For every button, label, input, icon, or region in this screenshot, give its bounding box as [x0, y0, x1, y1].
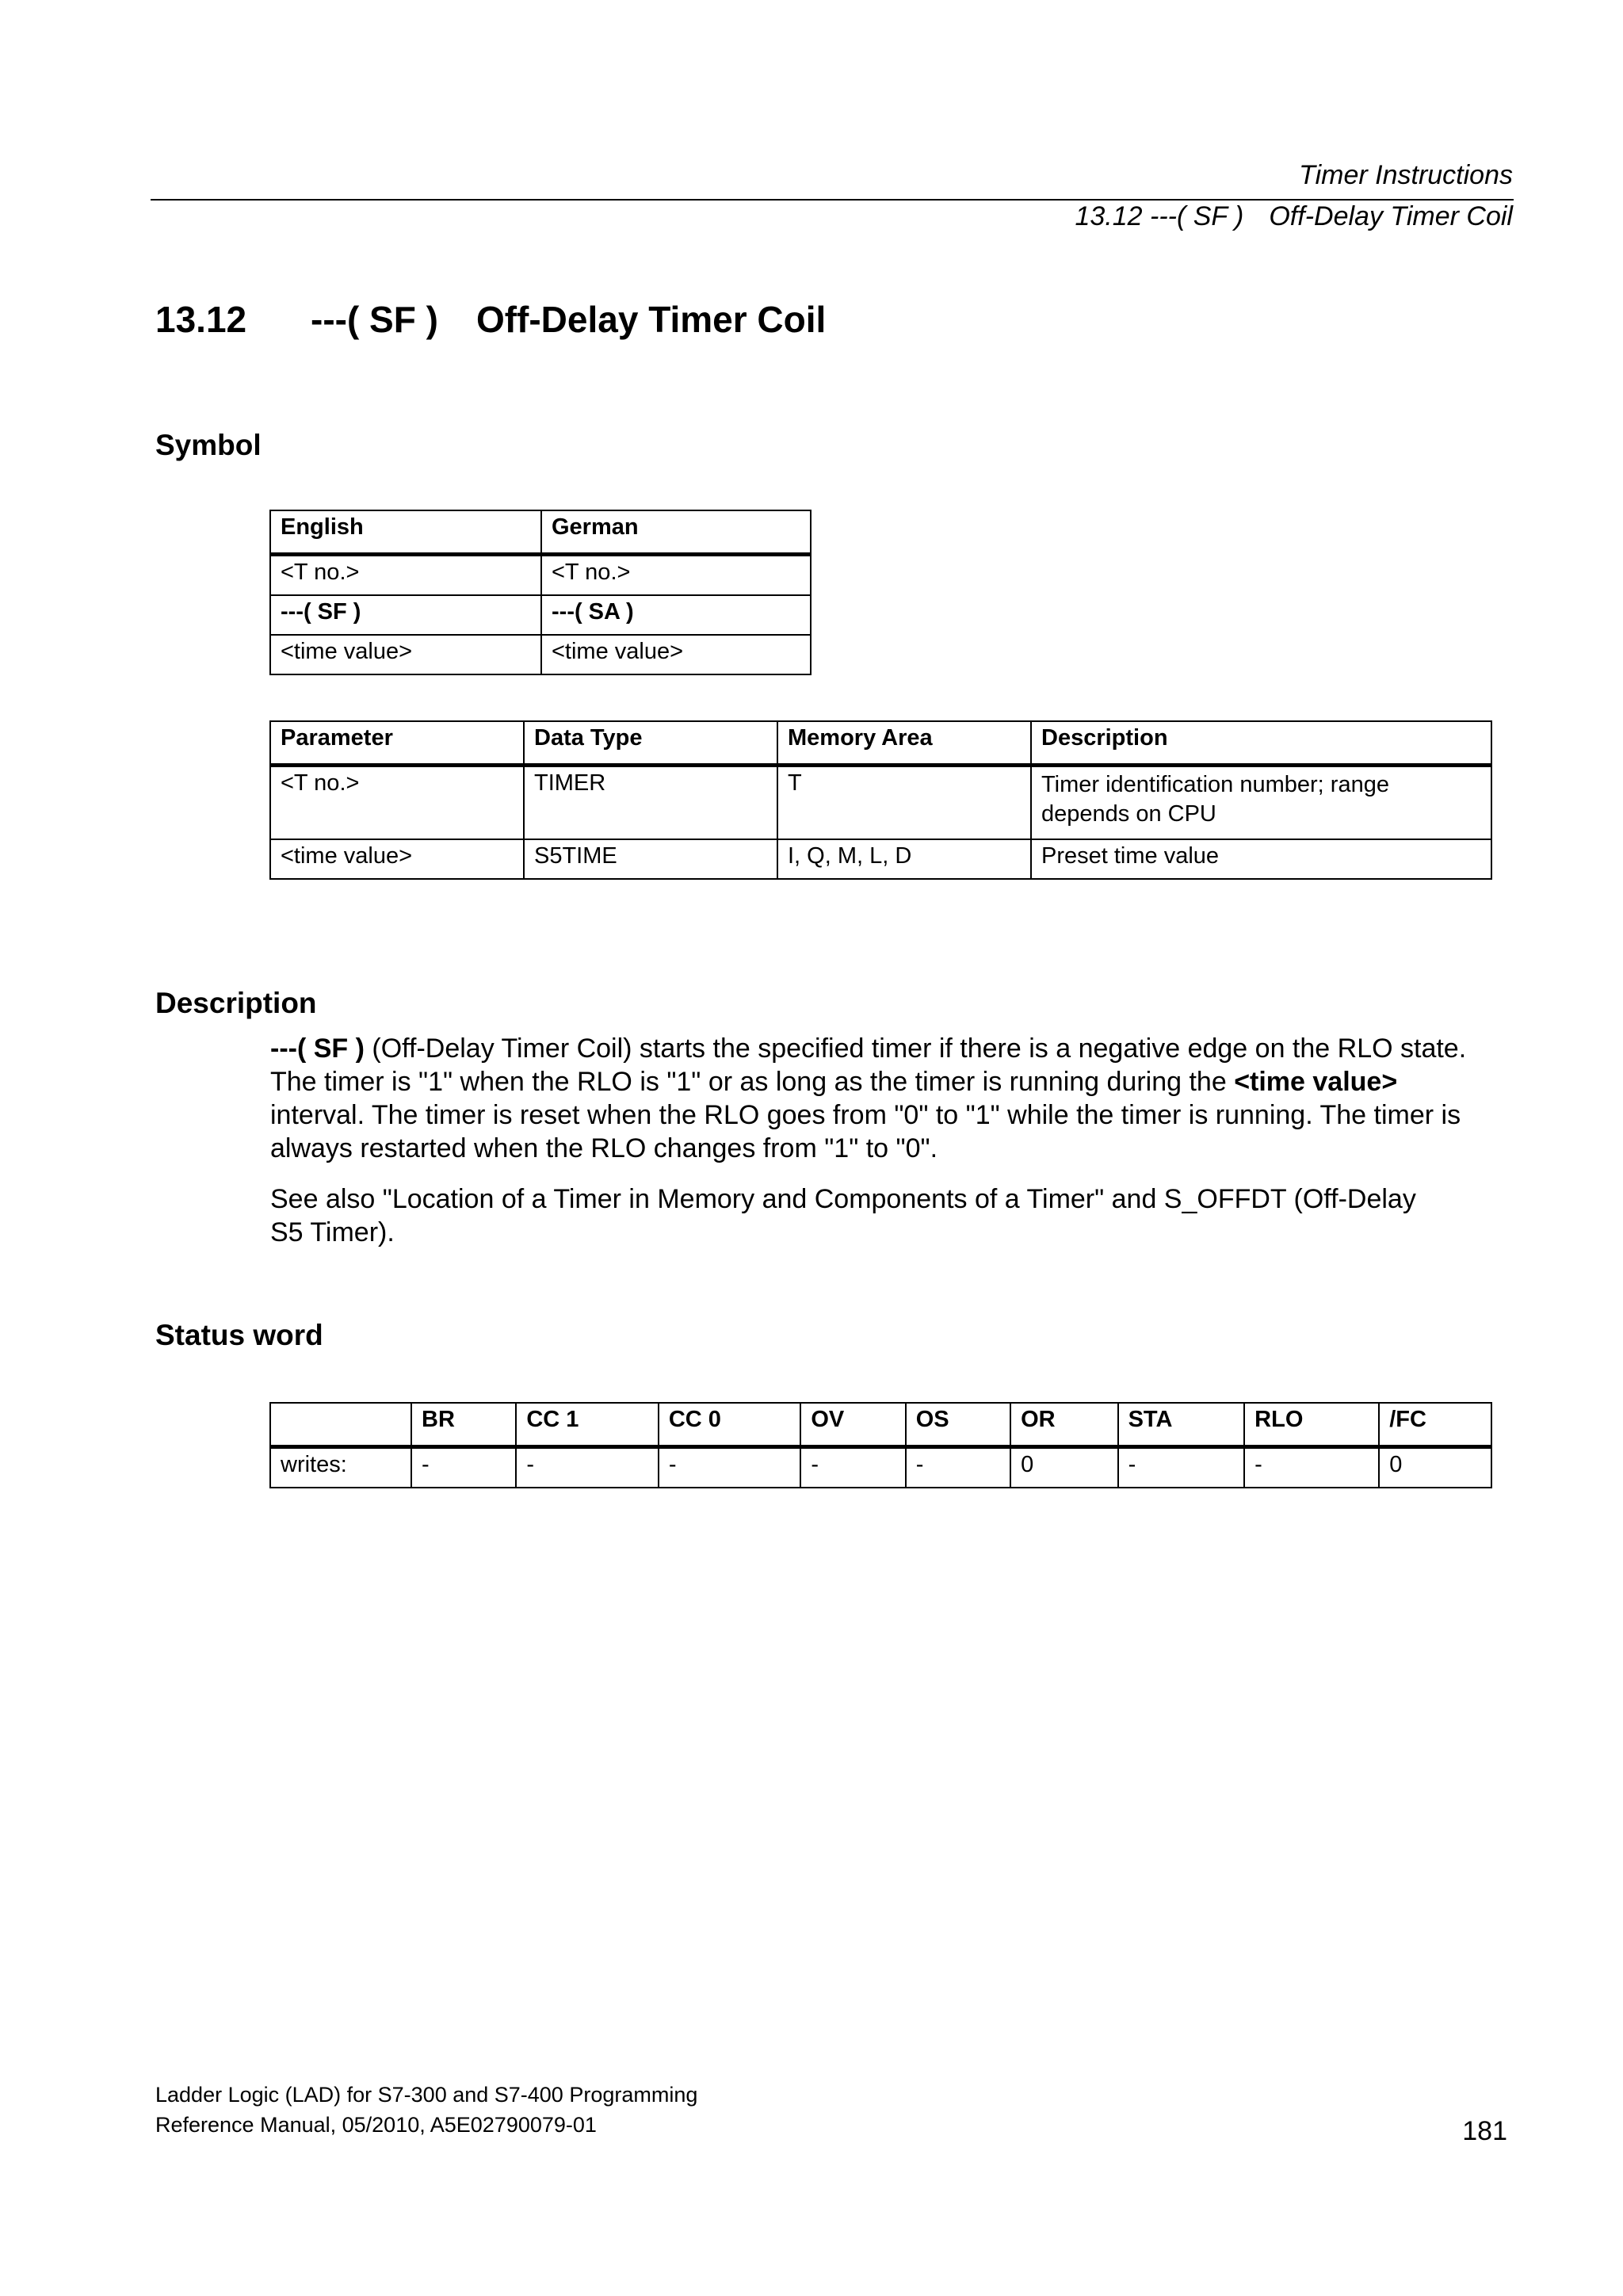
section-title-number: 13.12	[155, 299, 247, 340]
table-row	[270, 839, 1491, 879]
param-cell: I, Q, M, L, D	[777, 839, 1031, 879]
status-col-sta: STA	[1118, 1403, 1245, 1447]
running-header-section-number: 13.12 ---( SF )	[1075, 201, 1244, 231]
symbol-cell: <time value>	[541, 635, 811, 674]
running-header-chapter: Timer Instructions	[1299, 160, 1513, 190]
status-cell: 0	[1010, 1447, 1117, 1488]
symbol-col-english: English	[270, 510, 541, 555]
status-col-or: OR	[1010, 1403, 1117, 1447]
symbol-table-header	[270, 510, 811, 555]
description-text-b: interval. The timer is reset when the RLO goes from "0" to "1" while the timer is running. The timer is always restarted when the RLO changes from "1" to "0".	[270, 1100, 1461, 1163]
param-col-data-type: Data Type	[524, 721, 777, 766]
status-col-os: OS	[906, 1403, 1010, 1447]
status-col-br: BR	[411, 1403, 516, 1447]
section-title-symbol: ---( SF )	[311, 299, 438, 340]
status-cell: -	[1118, 1447, 1245, 1488]
status-cell: -	[516, 1447, 659, 1488]
symbol-table	[269, 510, 812, 675]
description-bold-symbol: ---( SF )	[270, 1033, 365, 1064]
symbol-cell: <T no.>	[270, 555, 541, 596]
status-cell: -	[659, 1447, 801, 1488]
status-cell: -	[411, 1447, 516, 1488]
parameter-table-header	[270, 721, 1491, 766]
status-cell: writes:	[270, 1447, 411, 1488]
footer-manual-edition: Reference Manual, 05/2010, A5E02790079-01	[155, 2113, 597, 2137]
param-cell: S5TIME	[524, 839, 777, 879]
param-col-parameter: Parameter	[270, 721, 524, 766]
footer-manual-title: Ladder Logic (LAD) for S7-300 and S7-400 Programming	[155, 2083, 698, 2107]
param-cell: Timer identification number; range depends on CPU	[1031, 766, 1491, 840]
status-col	[270, 1403, 411, 1447]
param-cell: <T no.>	[270, 766, 524, 840]
status-cell: -	[906, 1447, 1010, 1488]
status-col-rlo: RLO	[1244, 1403, 1379, 1447]
param-cell: T	[777, 766, 1031, 840]
param-col-description: Description	[1031, 721, 1491, 766]
running-header-section	[1075, 201, 1513, 232]
table-row	[270, 635, 811, 674]
description-paragraph-2: See also "Location of a Timer in Memory and Components of a Timer" and S_OFFDT (Off-Delay S5 Timer).	[270, 1184, 1416, 1247]
param-cell: TIMER	[524, 766, 777, 840]
status-col-cc0: CC 0	[659, 1403, 801, 1447]
description-bold-time-value: <time value>	[1234, 1067, 1398, 1097]
status-cell: -	[1244, 1447, 1379, 1488]
table-row	[270, 1447, 1491, 1488]
status-word-table	[269, 1402, 1492, 1488]
symbol-cell: <time value>	[270, 635, 541, 674]
status-col-ov: OV	[800, 1403, 905, 1447]
symbol-cell: ---( SF )	[270, 595, 541, 635]
symbol-cell: <T no.>	[541, 555, 811, 596]
param-cell: Preset time value	[1031, 839, 1491, 879]
table-row	[270, 595, 811, 635]
status-word-header	[270, 1403, 1491, 1447]
page-number: 181	[1462, 2116, 1507, 2146]
description-text-a: (Off-Delay Timer Coil) starts the specified timer if there is a negative edge on the RLO state. The timer is "1" when the RLO is "1" or as long as the timer is running during the	[270, 1033, 1467, 1097]
param-col-memory-area: Memory Area	[777, 721, 1031, 766]
status-col-fc: /FC	[1379, 1403, 1491, 1447]
description-heading: Description	[155, 987, 317, 1019]
status-cell: -	[800, 1447, 905, 1488]
symbol-col-german: German	[541, 510, 811, 555]
description-paragraph-1	[270, 1032, 1499, 1165]
status-col-cc1: CC 1	[516, 1403, 659, 1447]
table-row	[270, 766, 1491, 840]
table-row	[270, 555, 811, 596]
symbol-cell: ---( SA )	[541, 595, 811, 635]
status-cell: 0	[1379, 1447, 1491, 1488]
parameter-table	[269, 720, 1492, 880]
status-word-heading: Status word	[155, 1319, 323, 1351]
section-title-name: Off-Delay Timer Coil	[475, 299, 827, 340]
section-title	[155, 298, 826, 341]
header-rule	[151, 199, 1514, 201]
symbol-heading: Symbol	[155, 429, 262, 461]
running-header-section-name: Off-Delay Timer Coil	[1269, 201, 1513, 231]
param-cell: <time value>	[270, 839, 524, 879]
